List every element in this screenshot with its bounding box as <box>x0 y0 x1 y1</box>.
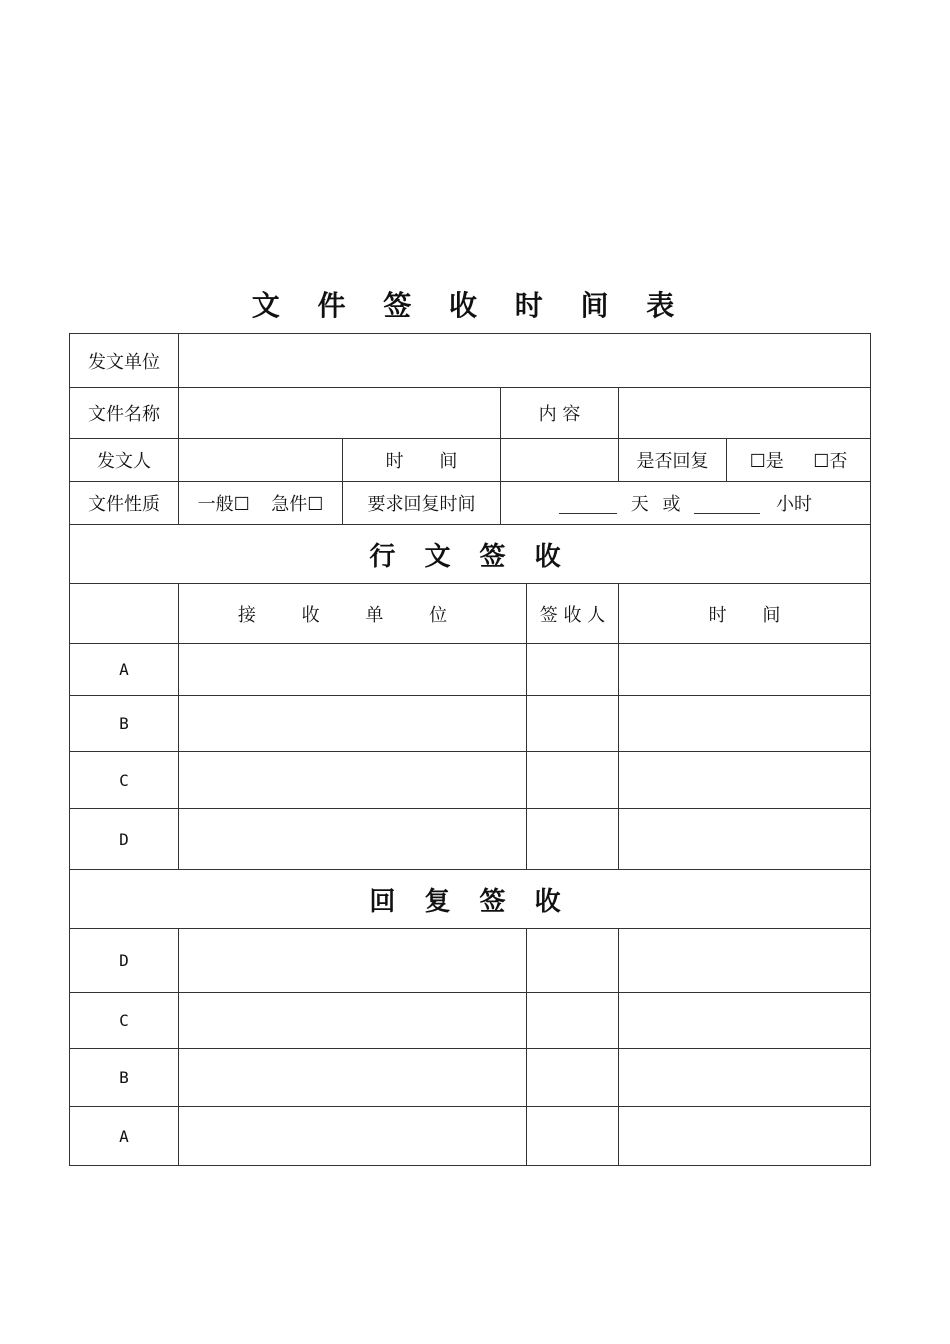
send-time-field[interactable] <box>501 439 619 482</box>
time-cell[interactable] <box>619 809 871 870</box>
dispatch-row-letter: A <box>70 644 179 696</box>
dispatch-header-index <box>70 584 179 644</box>
deadline-or: 或 <box>662 494 681 515</box>
reply-signer-cell[interactable] <box>527 1049 619 1107</box>
receiving-unit-cell[interactable] <box>179 644 527 696</box>
file-name-row <box>70 388 871 439</box>
form-title: 文 件 签 收 时 间 表 <box>251 289 689 322</box>
content-field[interactable] <box>619 388 871 439</box>
nature-options <box>179 482 343 525</box>
receiving-unit-cell[interactable] <box>179 809 527 870</box>
issuing-unit-label: 发文单位 <box>70 334 179 388</box>
deadline-hours-unit: 小时 <box>775 494 812 515</box>
reply-time-cell[interactable] <box>619 1049 871 1107</box>
dispatch-row-letter: B <box>70 696 179 752</box>
dispatch-header-row <box>70 584 871 644</box>
reply-row-letter: A <box>70 1107 179 1166</box>
issuing-unit-field[interactable] <box>179 334 871 388</box>
dispatch-heading: 行 文 签 收 <box>70 525 871 584</box>
reply-row <box>70 1107 871 1166</box>
reply-no-checkbox[interactable]: ☐否 <box>813 451 848 472</box>
nature-row <box>70 482 871 525</box>
file-name-field[interactable] <box>179 388 501 439</box>
reply-unit-cell[interactable] <box>179 929 527 993</box>
reply-row-letter: D <box>70 929 179 993</box>
receiving-unit-header-text: 接 收 单 位 <box>237 604 468 626</box>
deadline-days-unit: 天 <box>630 494 649 515</box>
reply-time-cell[interactable] <box>619 1107 871 1166</box>
receiving-unit-header <box>179 584 527 644</box>
dispatch-row-letter: D <box>70 809 179 870</box>
sender-label: 发文人 <box>70 439 179 482</box>
reply-section-row <box>70 870 871 929</box>
receiving-unit-cell[interactable] <box>179 696 527 752</box>
issuing-unit-row <box>70 334 871 388</box>
signer-cell[interactable] <box>527 696 619 752</box>
signer-cell[interactable] <box>527 809 619 870</box>
deadline-label: 要求回复时间 <box>343 482 501 525</box>
send-time-label-text: 时 间 <box>385 451 458 472</box>
reply-row <box>70 993 871 1049</box>
signer-header: 签 收 人 <box>527 584 619 644</box>
reply-signer-cell[interactable] <box>527 929 619 993</box>
reply-time-cell[interactable] <box>619 993 871 1049</box>
reply-heading: 回 复 签 收 <box>70 870 871 929</box>
dispatch-row-letter: C <box>70 752 179 809</box>
nature-label: 文件性质 <box>70 482 179 525</box>
reply-signer-cell[interactable] <box>527 993 619 1049</box>
reply-required-label: 是否回复 <box>619 439 727 482</box>
reply-unit-cell[interactable] <box>179 1049 527 1107</box>
reply-signer-cell[interactable] <box>527 1107 619 1166</box>
deadline-hours-blank[interactable] <box>694 497 760 514</box>
signer-cell[interactable] <box>527 752 619 809</box>
time-cell[interactable] <box>619 644 871 696</box>
time-cell[interactable] <box>619 752 871 809</box>
nature-urgent-checkbox[interactable]: 急件☐ <box>271 494 324 515</box>
reply-row <box>70 1049 871 1107</box>
send-time-label <box>343 439 501 482</box>
time-cell[interactable] <box>619 696 871 752</box>
dispatch-row <box>70 644 871 696</box>
time-header <box>619 584 871 644</box>
nature-normal-checkbox[interactable]: 一般☐ <box>197 494 250 515</box>
signoff-form-table <box>69 333 871 1166</box>
dispatch-row <box>70 696 871 752</box>
reply-options <box>727 439 871 482</box>
sender-field[interactable] <box>179 439 343 482</box>
reply-row-letter: C <box>70 993 179 1049</box>
reply-time-cell[interactable] <box>619 929 871 993</box>
time-header-text: 时 间 <box>708 604 781 626</box>
file-name-label: 文件名称 <box>70 388 179 439</box>
reply-row-letter: B <box>70 1049 179 1107</box>
receiving-unit-cell[interactable] <box>179 752 527 809</box>
reply-unit-cell[interactable] <box>179 1107 527 1166</box>
signer-cell[interactable] <box>527 644 619 696</box>
dispatch-row <box>70 809 871 870</box>
deadline-days-blank[interactable] <box>559 497 617 514</box>
sender-row <box>70 439 871 482</box>
dispatch-row <box>70 752 871 809</box>
reply-yes-checkbox[interactable]: ☐是 <box>749 451 784 472</box>
dispatch-section-row <box>70 525 871 584</box>
deadline-field <box>501 482 871 525</box>
content-label: 内 容 <box>501 388 619 439</box>
reply-row <box>70 929 871 993</box>
reply-unit-cell[interactable] <box>179 993 527 1049</box>
